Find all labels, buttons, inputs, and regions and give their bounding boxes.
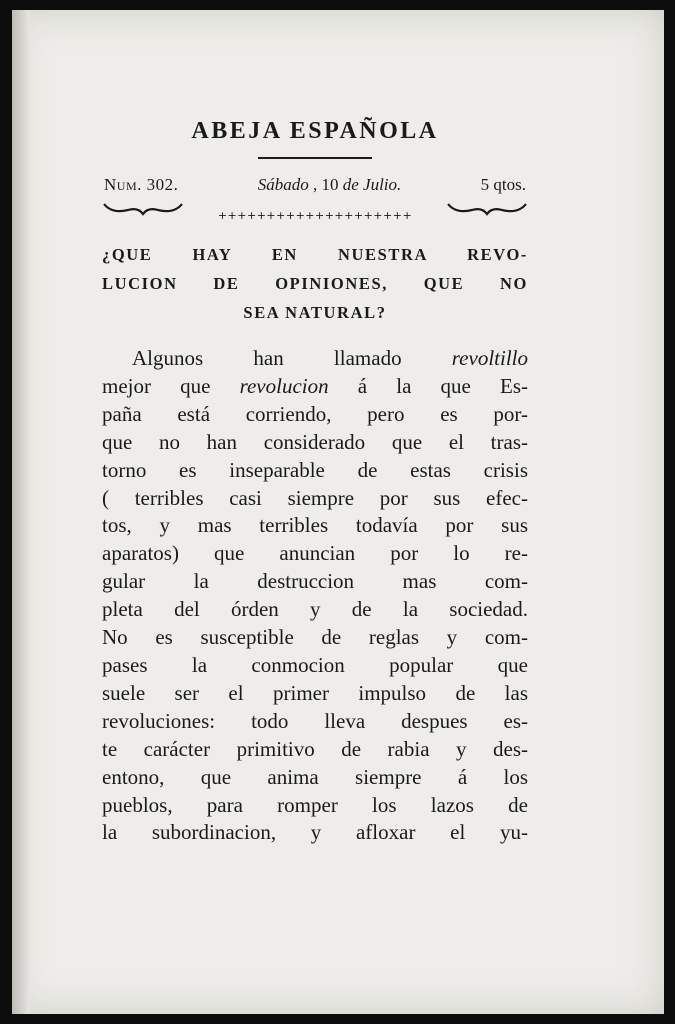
issue-number: Num. 302. (104, 175, 179, 194)
issue-date (258, 175, 402, 195)
issue-price: 5 qtos. (480, 175, 526, 194)
left-flourish-icon (102, 198, 184, 218)
date-suffix: de Julio. (342, 175, 402, 194)
body-line: ( terribles casi siempre por sus efec- (102, 485, 528, 510)
headline-line: ¿QUE HAY EN NUESTRA REVO- (102, 245, 528, 264)
italic-term: revoltillo (451, 346, 528, 370)
date-prefix: Sábado , (257, 175, 318, 194)
body-line: pueblos, para romper los lazos de (102, 792, 528, 817)
body-line: Algunos han llamado revoltillo (132, 346, 528, 370)
body-line: entono, que anima siempre á los (102, 764, 528, 789)
body-line: aparatos) que anuncian por lo re- (102, 541, 528, 566)
masthead-title: ABEJA ESPAÑOLA (191, 118, 439, 144)
page-content (102, 118, 528, 847)
body-line: mejor que revolucion á la que Es- (102, 373, 528, 398)
ornament-rule: ++++++++++++++++++++ (217, 209, 413, 222)
masthead-rule (258, 157, 372, 159)
date-day: 10 (321, 175, 339, 194)
issue-line (102, 175, 528, 195)
body-line: pleta del órden y de la sociedad. (102, 597, 528, 622)
article-body (102, 345, 528, 847)
body-line: pases la conmocion popular que (102, 652, 528, 677)
body-line: paña está corriendo, pero es por- (102, 401, 528, 426)
binding-shadow (12, 10, 30, 1014)
body-line: torno es inseparable de estas crisis (102, 457, 528, 482)
bleed-through-text (132, 90, 552, 118)
body-line: suele ser el primer impulso de las (102, 680, 528, 705)
body-line: No es susceptible de reglas y com- (102, 625, 528, 650)
body-line: te carácter primitivo de rabia y des- (102, 736, 528, 761)
body-line: revoluciones: todo lleva despues es- (102, 708, 528, 733)
body-line: que no han considerado que el tras- (102, 429, 528, 454)
article-headline (102, 240, 528, 327)
body-line: la subordinacion, y afloxar el yu- (102, 820, 528, 845)
body-line: tos, y mas terribles todavía por sus (102, 513, 528, 538)
right-flourish-icon (446, 198, 528, 218)
headline-line: SEA NATURAL? (243, 303, 387, 322)
body-line: gular la destruccion mas com- (102, 569, 528, 594)
headline-line: LUCION DE OPINIONES, QUE NO (102, 274, 528, 293)
italic-term: revolucion (239, 373, 329, 398)
paper-page (12, 10, 664, 1014)
